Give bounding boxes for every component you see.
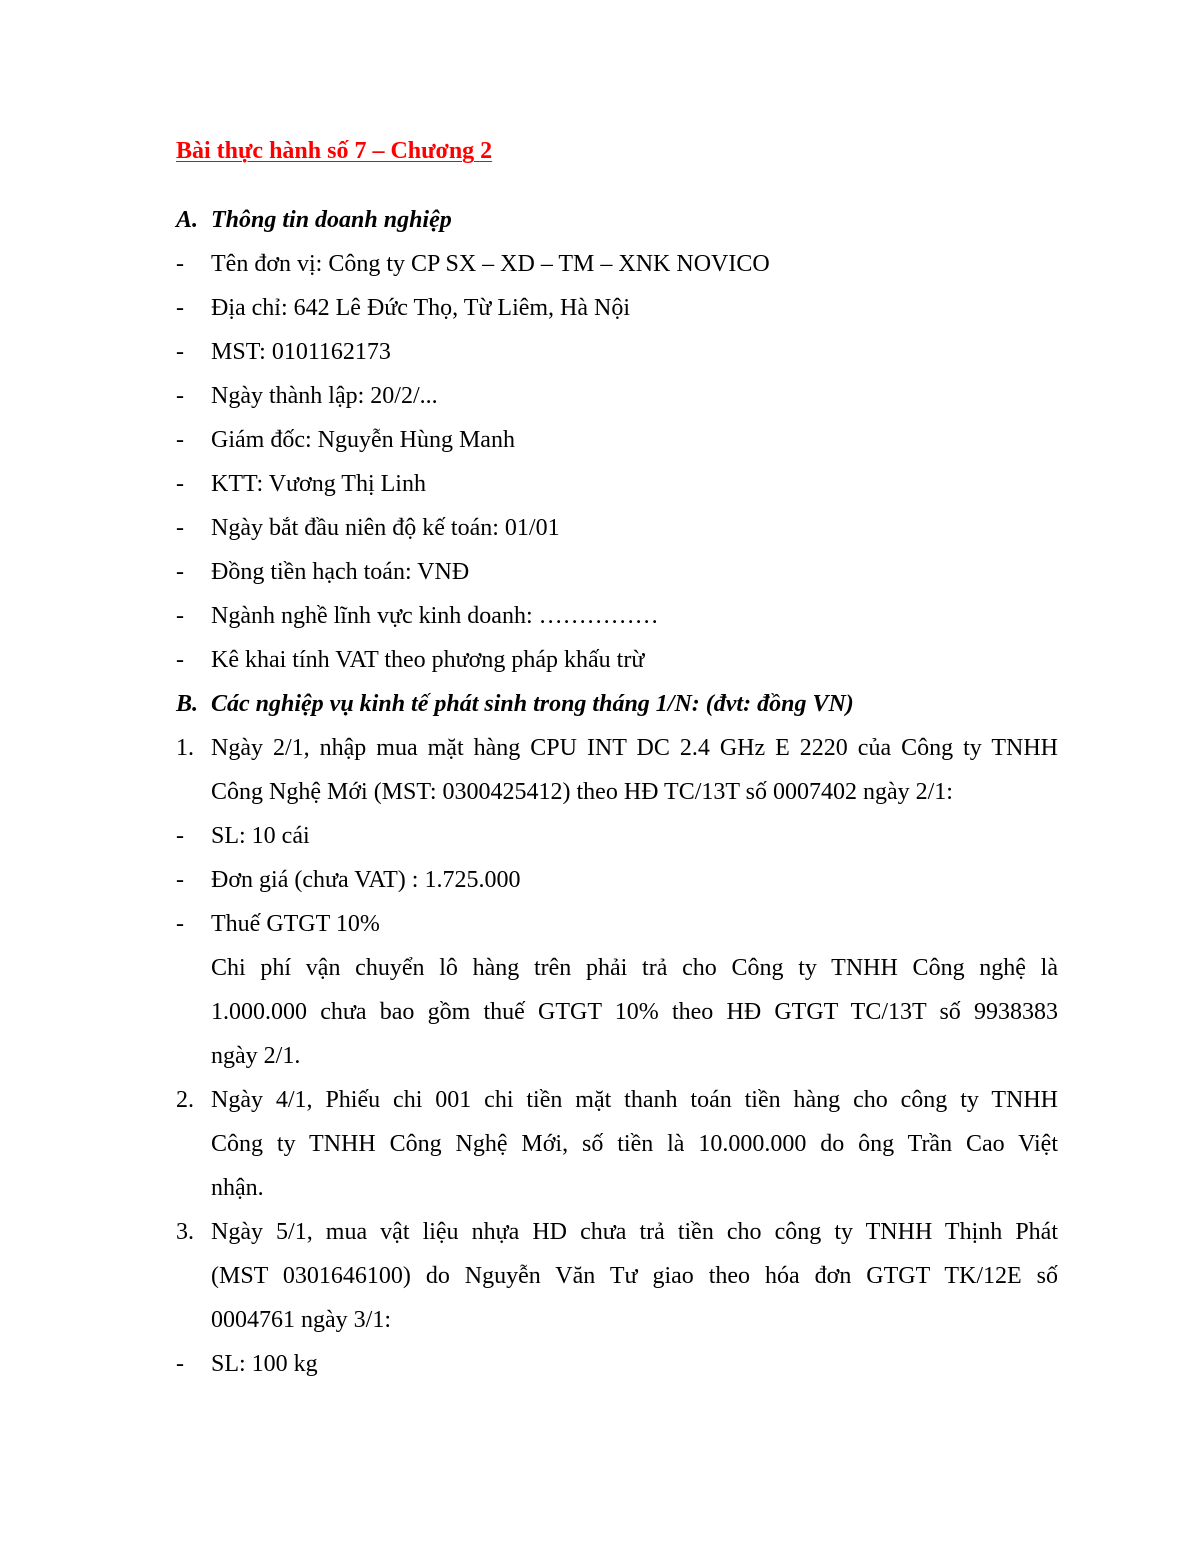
list-item: SL: 100 kg	[211, 1351, 318, 1377]
document-title: Bài thực hành số 7 – Chương 2	[176, 138, 493, 164]
transaction-2-line: nhận.	[211, 1175, 264, 1201]
list-bullet: -	[176, 383, 184, 409]
list-bullet: -	[176, 295, 184, 321]
list-item: Đồng tiền hạch toán: VNĐ	[211, 559, 470, 585]
list-item: SL: 10 cái	[211, 823, 310, 849]
list-item: Ngày bắt đầu niên độ kế toán: 01/01	[211, 515, 560, 541]
transaction-1-line: Ngày 2/1, nhập mua mặt hàng CPU INT DC 2.4 GHz E 2220 của Công ty TNHH	[211, 735, 1058, 761]
list-bullet: -	[176, 515, 184, 541]
list-bullet: -	[176, 339, 184, 365]
list-bullet: -	[176, 251, 184, 277]
transaction-2-line: Công ty TNHH Công Nghệ Mới, số tiền là 10.000.000 do ông Trần Cao Việt	[211, 1131, 1058, 1157]
list-item: Địa chỉ: 642 Lê Đức Thọ, Từ Liêm, Hà Nội	[211, 295, 631, 321]
list-item: Ngày thành lập: 20/2/...	[211, 383, 438, 409]
section-b-letter: B.	[176, 691, 199, 717]
list-item: MST: 0101162173	[211, 339, 391, 365]
list-bullet: -	[176, 823, 184, 849]
transaction-1-note: Chi phí vận chuyển lô hàng trên phải trả cho Công ty TNHH Công nghệ là	[211, 955, 1058, 981]
list-item: Giám đốc: Nguyễn Hùng Manh	[211, 427, 515, 453]
list-item: Đơn giá (chưa VAT) : 1.725.000	[211, 867, 521, 893]
section-a-letter: A.	[176, 207, 199, 233]
section-a-heading: Thông tin doanh nghiệp	[211, 207, 452, 233]
transaction-number: 3.	[176, 1219, 194, 1245]
transaction-1-note: 1.000.000 chưa bao gồm thuế GTGT 10% theo HĐ GTGT TC/13T số 9938383	[211, 999, 1058, 1025]
list-bullet: -	[176, 471, 184, 497]
list-item: Tên đơn vị: Công ty CP SX – XD – TM – XNK NOVICO	[211, 251, 770, 277]
list-item: KTT: Vương Thị Linh	[211, 471, 426, 497]
transaction-number: 2.	[176, 1087, 194, 1113]
transaction-1-line: Công Nghệ Mới (MST: 0300425412) theo HĐ TC/13T số 0007402 ngày 2/1:	[211, 779, 953, 805]
list-item: Thuế GTGT 10%	[211, 911, 380, 937]
section-b-heading: Các nghiệp vụ kinh tế phát sinh trong tháng 1/N: (đvt: đồng VN)	[211, 691, 854, 717]
list-bullet: -	[176, 603, 184, 629]
transaction-3-line: (MST 0301646100) do Nguyễn Văn Tư giao theo hóa đơn GTGT TK/12E số	[211, 1263, 1058, 1289]
list-bullet: -	[176, 559, 184, 585]
transaction-3-line: 0004761 ngày 3/1:	[211, 1307, 391, 1333]
list-bullet: -	[176, 427, 184, 453]
transaction-2-line: Ngày 4/1, Phiếu chi 001 chi tiền mặt thanh toán tiền hàng cho công ty TNHH	[211, 1087, 1058, 1113]
list-bullet: -	[176, 1351, 184, 1377]
transaction-1-note: ngày 2/1.	[211, 1043, 301, 1069]
transaction-3-line: Ngày 5/1, mua vật liệu nhựa HD chưa trả tiền cho công ty TNHH Thịnh Phát	[211, 1219, 1058, 1245]
transaction-number: 1.	[176, 735, 194, 761]
list-bullet: -	[176, 911, 184, 937]
list-item: Ngành nghề lĩnh vực kinh doanh: ……………	[211, 603, 659, 629]
list-bullet: -	[176, 867, 184, 893]
list-item: Kê khai tính VAT theo phương pháp khấu trừ	[211, 647, 645, 673]
list-bullet: -	[176, 647, 184, 673]
